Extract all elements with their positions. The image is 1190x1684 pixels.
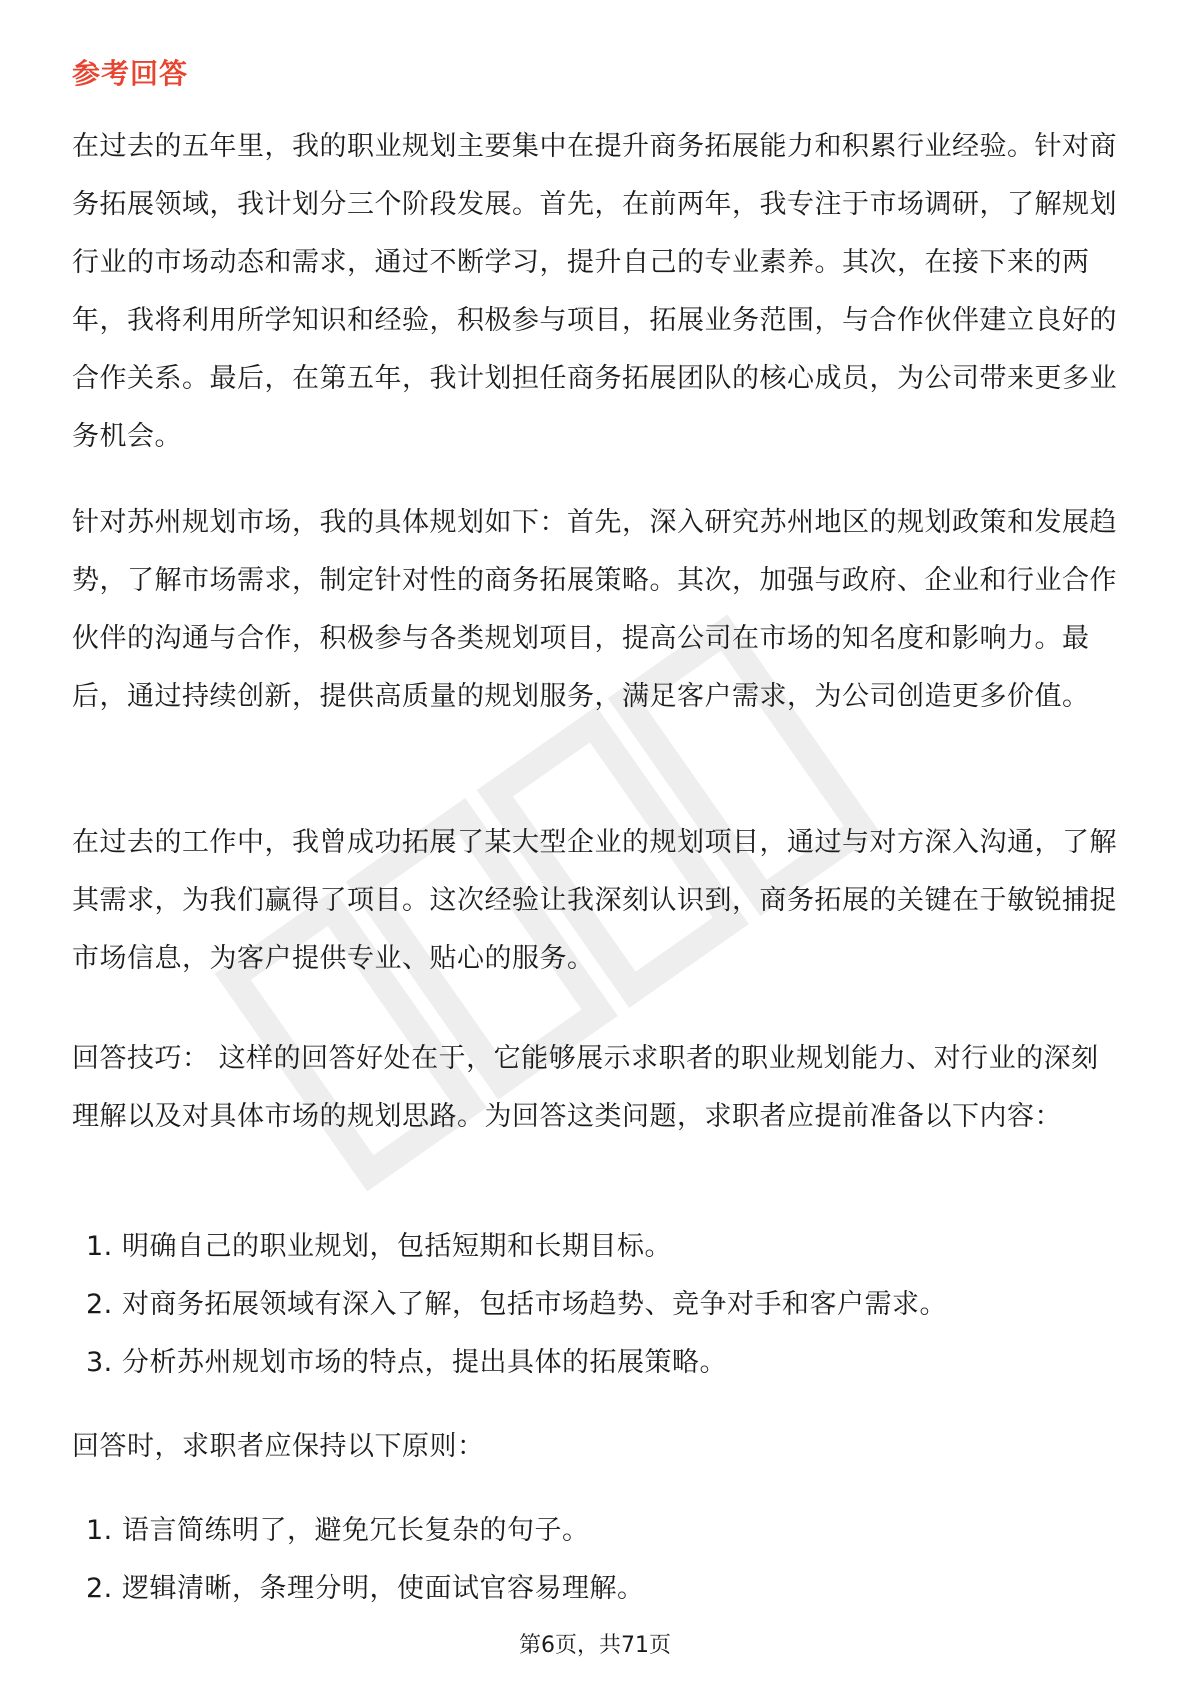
principles-paragraph: 回答时，求职者应保持以下原则： <box>72 1431 485 1462</box>
list-item-number: 1. <box>86 1231 113 1262</box>
list-item-number: 3. <box>86 1347 113 1378</box>
answer-paragraph-3: 在过去的工作中，我曾成功拓展了某大型企业的规划项目，通过与对方深入沟通，了解其需求，为我们赢得了项目。这次经验让我深刻认识到，商务拓展的关键在于敏锐捕捉市场信息，为客户提供专业、贴心的服务。 <box>72 827 1117 974</box>
list-item <box>86 1276 1116 1334</box>
list-item-text: 明确自己的职业规划，包括短期和长期目标。 <box>122 1231 672 1262</box>
tips-paragraph: 回答技巧： 这样的回答好处在于，它能够展示求职者的职业规划能力、对行业的深刻理解以及对具体市场的规划思路。为回答这类问题，求职者应提前准备以下内容： <box>72 1043 1099 1132</box>
list-item <box>86 1334 1116 1392</box>
list-item-text: 对商务拓展领域有深入了解，包括市场趋势、竞争对手和客户需求。 <box>122 1289 947 1320</box>
principles-list <box>86 1502 1116 1618</box>
list-item-text: 分析苏州规划市场的特点，提出具体的拓展策略。 <box>122 1347 727 1378</box>
list-item-number: 2. <box>86 1289 113 1320</box>
preparation-list <box>86 1218 1116 1392</box>
answer-paragraph-2: 针对苏州规划市场，我的具体规划如下：首先，深入研究苏州地区的规划政策和发展趋势，了解市场需求，制定针对性的商务拓展策略。其次，加强与政府、企业和行业合作伙伴的沟通与合作，积极参与各类规划项目，提高公司在市场的知名度和影响力。最后，通过持续创新，提供高质量的规划服务，满足客户需求，为公司创造更多价值。 <box>72 507 1117 712</box>
list-item-number: 2. <box>86 1573 113 1604</box>
list-item-text: 逻辑清晰，条理分明，使面试官容易理解。 <box>122 1573 645 1604</box>
list-item-text: 语言简练明了，避免冗长复杂的句子。 <box>122 1515 590 1546</box>
page-number: 第6页，共71页 <box>519 1633 671 1658</box>
list-item <box>86 1560 1116 1618</box>
document-page <box>72 0 1122 1684</box>
list-item <box>86 1502 1116 1560</box>
list-item <box>86 1218 1116 1276</box>
list-item-number: 1. <box>86 1515 113 1546</box>
answer-paragraph-1: 在过去的五年里，我的职业规划主要集中在提升商务拓展能力和积累行业经验。针对商务拓展领域，我计划分三个阶段发展。首先，在前两年，我专注于市场调研，了解规划行业的市场动态和需求，通过不断学习，提升自己的专业素养。其次，在接下来的两年，我将利用所学知识和经验，积极参与项目，拓展业务范围，与合作伙伴建立良好的合作关系。最后，在第五年，我计划担任商务拓展团队的核心成员，为公司带来更多业务机会。 <box>72 131 1117 452</box>
section-title: 参考回答 <box>72 57 189 90</box>
